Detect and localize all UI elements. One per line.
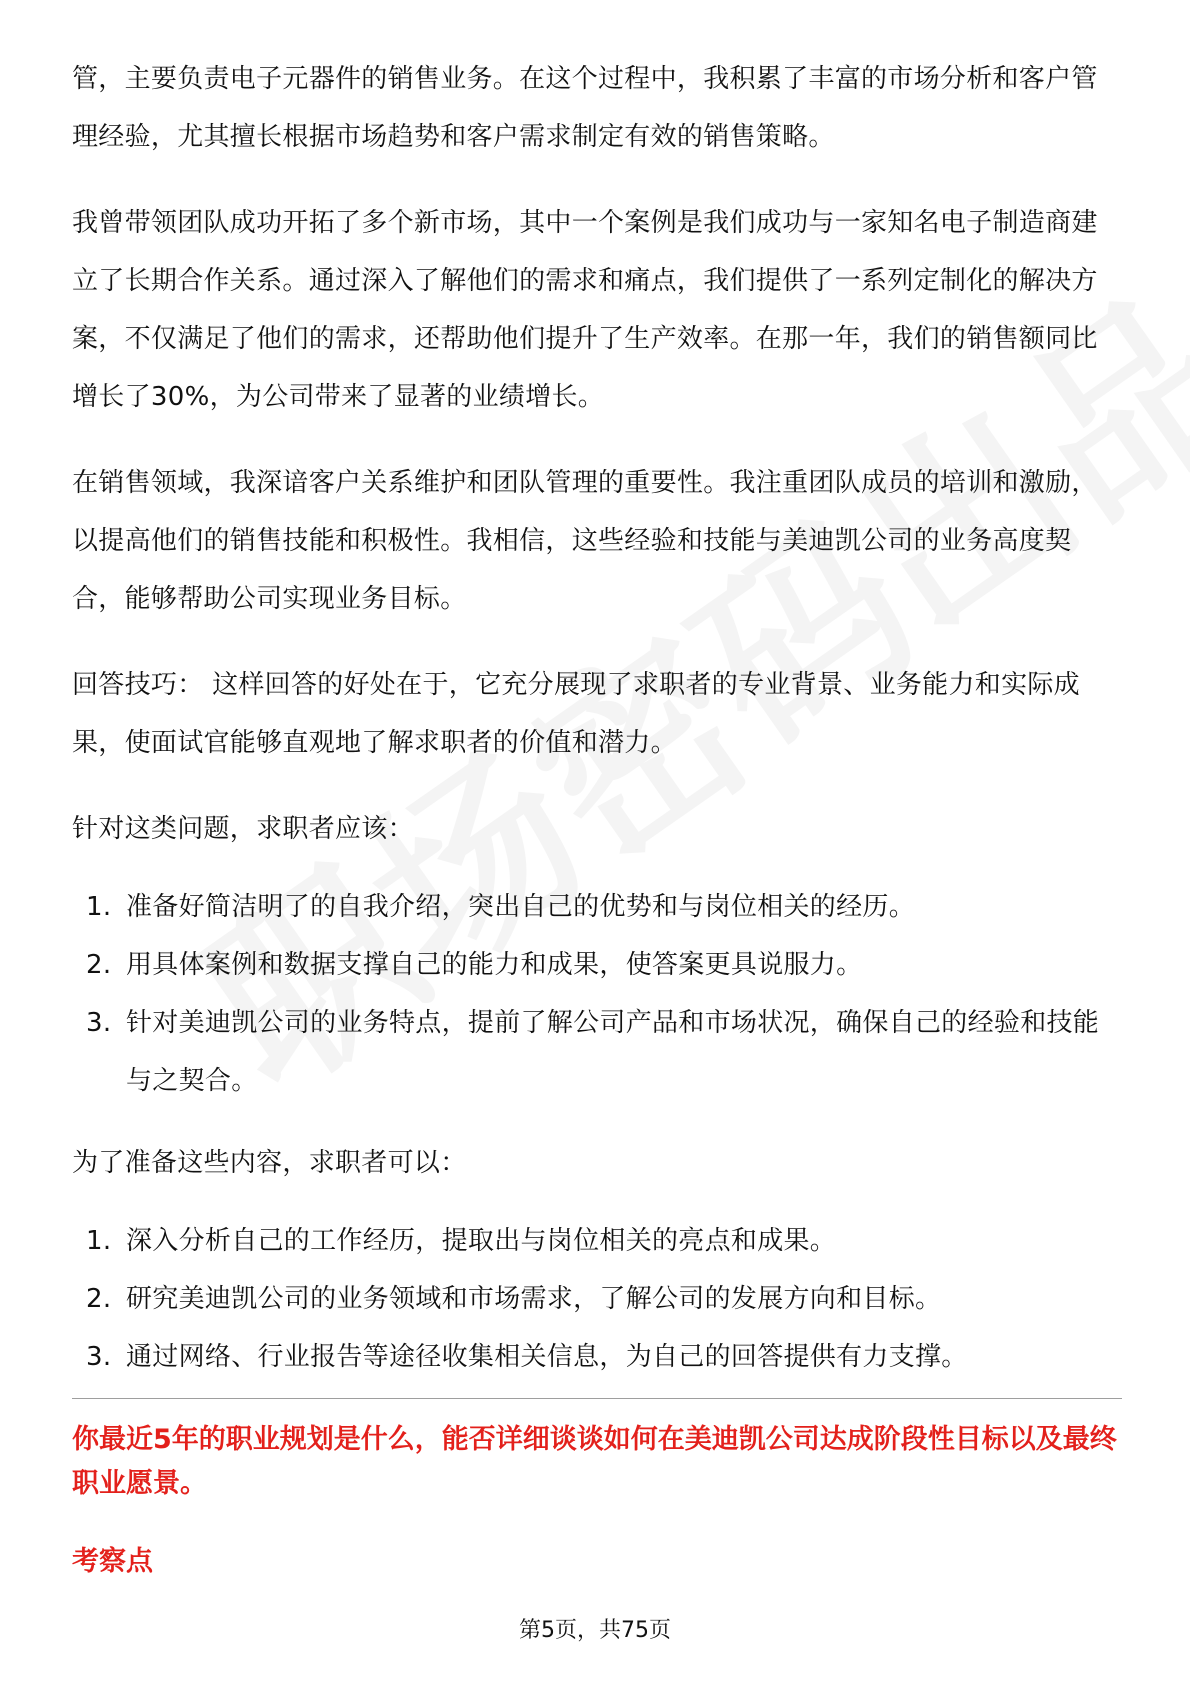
list-text: 研究美迪凯公司的业务领域和市场需求，了解公司的发展方向和目标。 — [126, 1284, 942, 1314]
body-content — [72, 50, 1122, 1410]
paragraph-experience: 管，主要负责电子元器件的销售业务。在这个过程中，我积累了丰富的市场分析和客户管理经验，尤其擅长根据市场趋势和客户需求制定有效的销售策略。 — [72, 64, 1098, 152]
advice-list — [72, 878, 1122, 1110]
list-text: 通过网络、行业报告等途径收集相关信息，为自己的回答提供有力支撑。 — [126, 1342, 968, 1372]
section-divider — [72, 1398, 1122, 1399]
paragraph-tips: 回答技巧： 这样回答的好处在于，它充分展现了求职者的专业背景、业务能力和实际成果，使面试官能够直观地了解求职者的价值和潜力。 — [72, 670, 1080, 758]
list-item — [72, 1328, 1122, 1386]
question-heading: 你最近5年的职业规划是什么，能否详细谈谈如何在美迪凯公司达成阶段性目标以及最终职业愿景。 — [72, 1424, 1117, 1499]
list-text: 准备好简洁明了的自我介绍，突出自己的优势和与岗位相关的经历。 — [126, 892, 916, 922]
list-number: 2. — [86, 1284, 112, 1314]
paragraph-case: 我曾带领团队成功开拓了多个新市场，其中一个案例是我们成功与一家知名电子制造商建立了长期合作关系。通过深入了解他们的需求和痛点，我们提供了一系列定制化的解决方案，不仅满足了他们的需求，还帮助他们提升了生产效率。在那一年，我们的销售额同比增长了30%，为公司带来了显著的业绩增长。 — [72, 208, 1098, 412]
page-footer: 第5页，共75页 — [519, 1618, 671, 1643]
list-number: 1. — [86, 892, 112, 922]
preparation-list — [72, 1212, 1122, 1386]
list-item — [72, 994, 1122, 1110]
paragraph-intro-1: 针对这类问题，求职者应该： — [72, 814, 414, 844]
paragraph-management: 在销售领域，我深谙客户关系维护和团队管理的重要性。我注重团队成员的培训和激励，以提高他们的销售技能和积极性。我相信，这些经验和技能与美迪凯公司的业务高度契合，能够帮助公司实现业务目标。 — [72, 468, 1098, 614]
list-number: 3. — [86, 1008, 112, 1038]
list-item — [72, 1270, 1122, 1328]
list-text: 用具体案例和数据支撑自己的能力和成果，使答案更具说服力。 — [126, 950, 863, 980]
section-heading: 考察点 — [72, 1546, 153, 1577]
paragraph-intro-2: 为了准备这些内容，求职者可以： — [72, 1148, 467, 1178]
list-item — [72, 1212, 1122, 1270]
list-text: 深入分析自己的工作经历，提取出与岗位相关的亮点和成果。 — [126, 1226, 837, 1256]
list-item — [72, 936, 1122, 994]
list-number: 1. — [86, 1226, 112, 1256]
list-number: 3. — [86, 1342, 112, 1372]
list-item — [72, 878, 1122, 936]
list-number: 2. — [86, 950, 112, 980]
list-text: 针对美迪凯公司的业务特点，提前了解公司产品和市场状况，确保自己的经验和技能与之契合。 — [126, 1008, 1100, 1096]
